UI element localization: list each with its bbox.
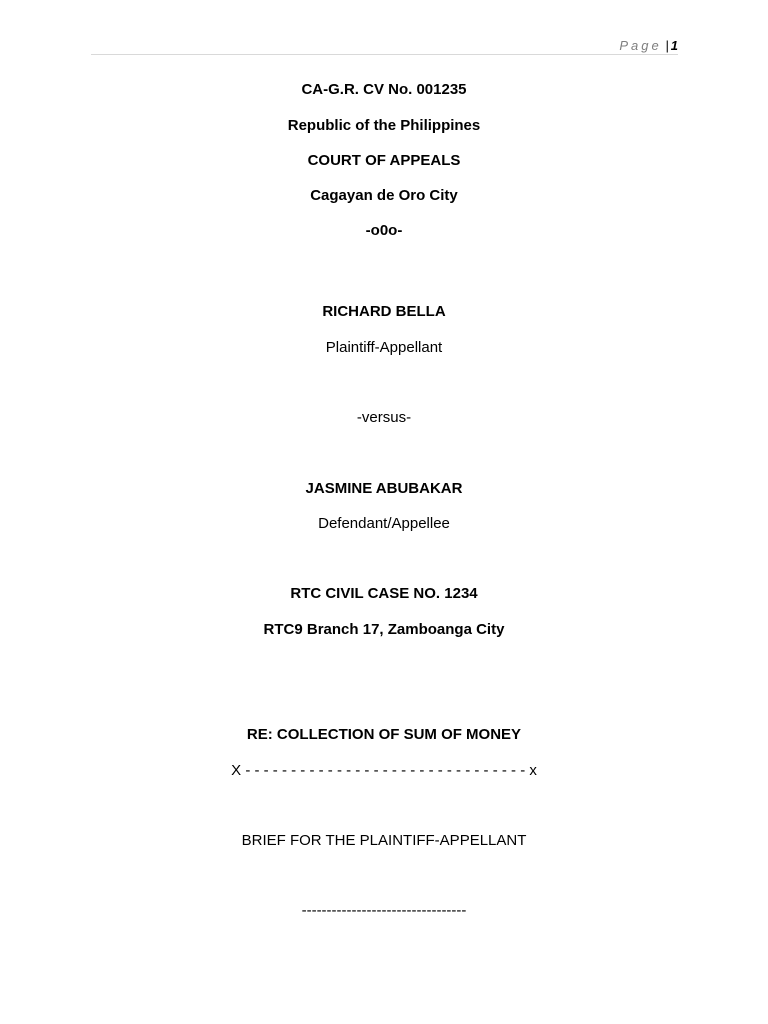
page-separator: | xyxy=(665,38,669,53)
plaintiff-name: RICHARD BELLA xyxy=(322,303,446,320)
caption-ornament: -o0o- xyxy=(365,222,403,239)
rtc-case-number: RTC CIVIL CASE NO. 1234 xyxy=(290,585,478,602)
defendant-name: JASMINE ABUBAKAR xyxy=(305,480,463,497)
court-city: Cagayan de Oro City xyxy=(310,187,458,204)
country-heading: Republic of the Philippines xyxy=(287,117,481,134)
document-title: BRIEF FOR THE PLAINTIFF-APPELLANT xyxy=(241,832,527,849)
page-word: Page xyxy=(619,38,662,53)
plaintiff-role: Plaintiff-Appellant xyxy=(325,339,443,356)
caption-separator: X - - - - - - - - - - - - - - - - - - - - - - - - - - - - - - - x xyxy=(231,762,537,779)
page-number: 1 xyxy=(670,38,678,53)
rtc-branch: RTC9 Branch 17, Zamboanga City xyxy=(263,621,505,638)
title-rule: --------------------------------- xyxy=(301,902,467,919)
subject-line: RE: COLLECTION OF SUM OF MONEY xyxy=(246,726,522,743)
appellate-case-number: CA-G.R. CV No. 001235 xyxy=(301,81,467,98)
page-number-label xyxy=(619,38,678,53)
court-heading: COURT OF APPEALS xyxy=(307,152,461,169)
versus-label: -versus- xyxy=(356,409,412,426)
defendant-role: Defendant/Appellee xyxy=(318,515,450,532)
page-header xyxy=(91,36,678,55)
